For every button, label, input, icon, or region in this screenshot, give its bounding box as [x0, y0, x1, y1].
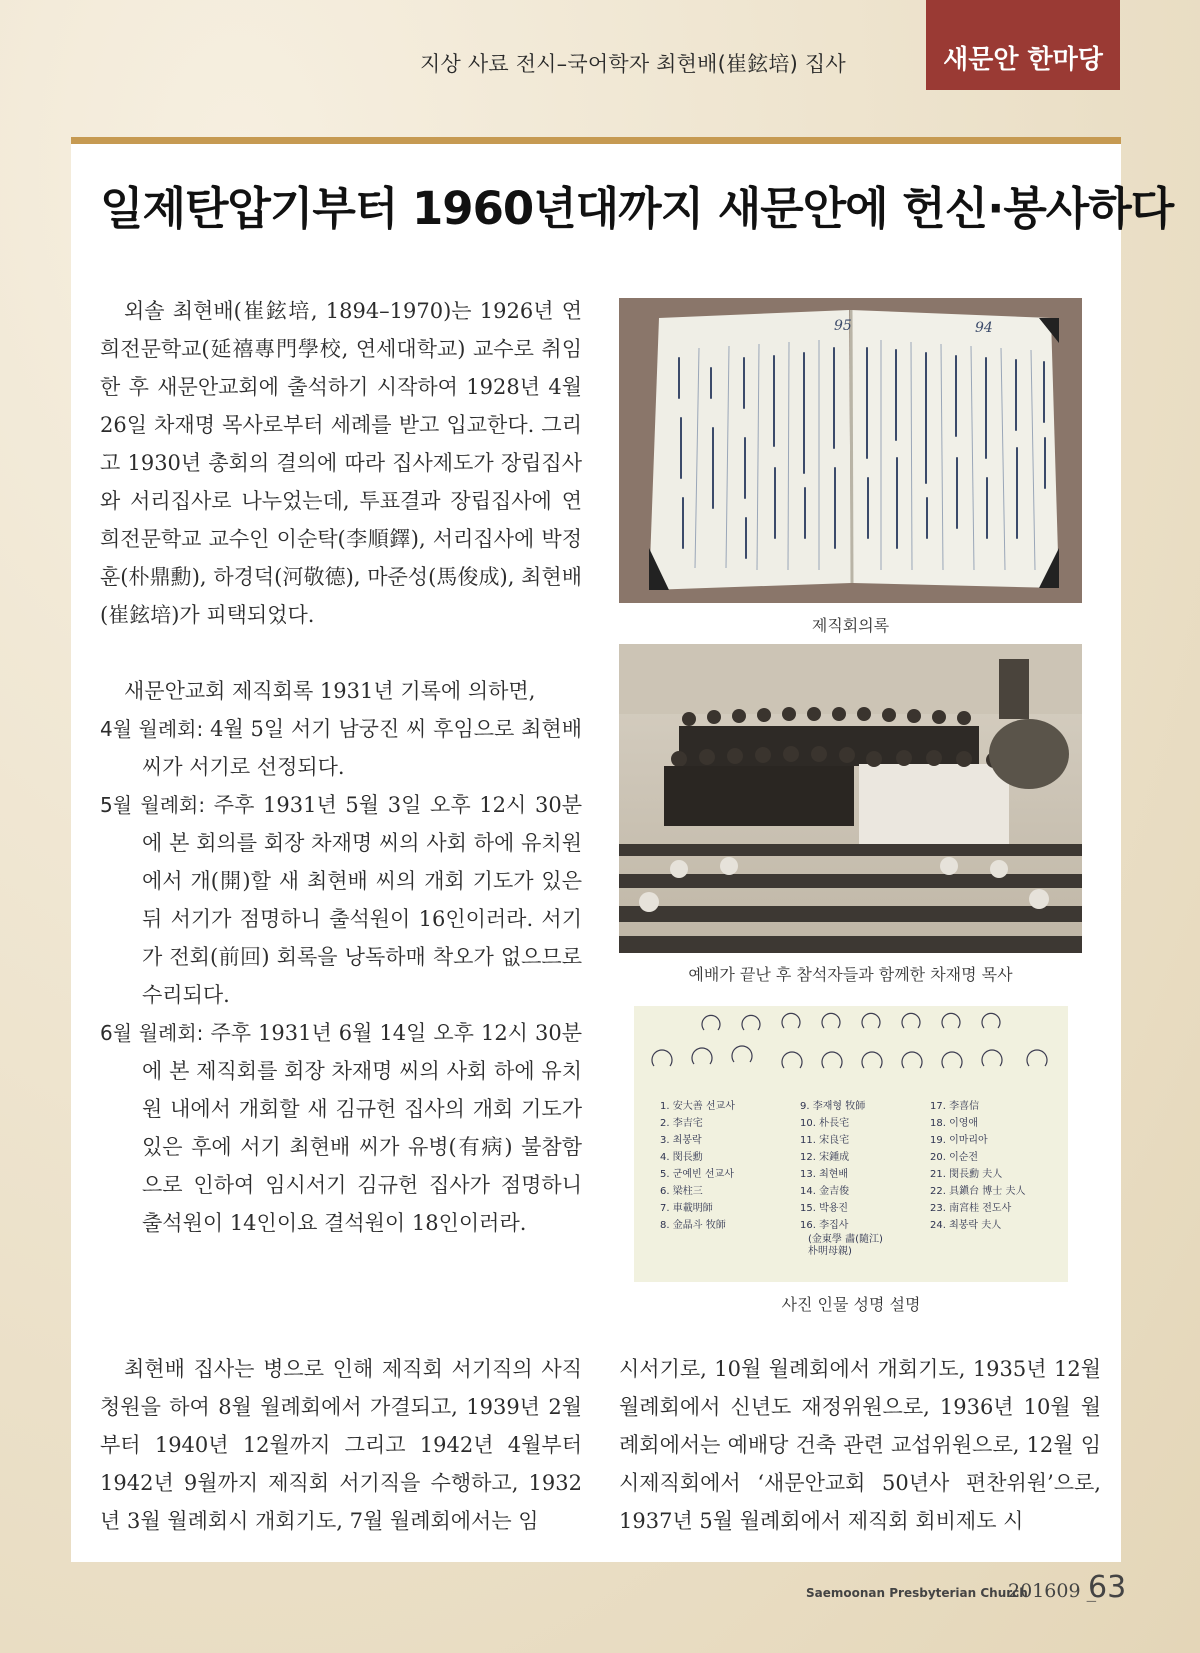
name-key-entry: 2. 李吉宅 [660, 1118, 703, 1129]
group-photo [619, 644, 1082, 953]
section-tab: 새문안 한마당 [926, 0, 1120, 90]
name-key-entry: 22. 具鎭台 博士 夫人 [930, 1186, 1026, 1197]
name-key-col1 [660, 1098, 790, 1234]
group-photo-caption: 예배가 끝난 후 참석자들과 함께한 차재명 목사 [688, 965, 1013, 984]
name-key-entry: 1. 安大善 선교사 [660, 1101, 735, 1112]
name-key-entry: 12. 宋鍾成 [800, 1152, 850, 1163]
name-key-entry: 6. 梁柱三 [660, 1186, 703, 1197]
name-key-entry: 20. 이순전 [930, 1152, 979, 1163]
record-label: 4월 월례회: [100, 717, 204, 741]
minutes-book-photo [619, 298, 1082, 603]
record-label: 5월 월례회: [100, 793, 206, 817]
record-may [100, 786, 582, 1014]
page-number: 63 [1088, 1570, 1127, 1605]
name-key-entry: 8. 金晶斗 牧師 [660, 1220, 726, 1231]
name-key-sketch [634, 1006, 1068, 1282]
name-key-entry: 23. 南宮桂 전도사 [930, 1203, 1012, 1214]
bottom-left-paragraph: 최현배 집사는 병으로 인해 제직회 서기직의 사직청원을 하여 8월 월례회에서 가결되고, 1939년 2월부터 1940년 12월까지 그리고 1942년 4월부터 1942년 9월까지 제직회 서기직을 수행하고, 1932년 3월 월례회시 개회기도, 7월 월례회에서는 임 [100, 1357, 582, 1533]
header-rule [71, 137, 1121, 144]
name-key-entry: 17. 李喜信 [930, 1101, 980, 1112]
record-text: 주후 1931년 6월 14일 오후 12시 30분에 본 제직회를 회장 차재명 씨의 사회 하에 유치원 내에서 개회할 새 김규헌 집사의 개회 기도가 있은 후에 서기 최현배 씨가 유병(有病) 불참함으로 인하여 임시서기 김규헌 집사가 점명하니 출석원이 14인이요 결석원이 18인이러라. [142, 1021, 582, 1235]
minutes-caption: 제직회의록 [811, 616, 890, 635]
name-key-col3 [930, 1098, 1064, 1234]
name-key-entry: 13. 최현배 [800, 1169, 849, 1180]
records-intro: 새문안교회 제직회록 1931년 기록에 의하면, [124, 679, 536, 703]
headline: 일제탄압기부터 1960년대까지 새문안에 헌신·봉사하다 [100, 182, 1174, 235]
bottom-right-column [619, 1350, 1101, 1540]
bottom-right-paragraph: 시서기로, 10월 월례회에서 개회기도, 1935년 12월 월례회에서 신년도 재정위원으로, 1936년 10월 월례회에서는 예배당 건축 관련 교섭위원으로, 12월 임시제직회에서 ‘새문안교회 50년사 편찬위원’으로, 1937년 5월 월례회에서 제직회 회비제도 시 [619, 1357, 1101, 1533]
name-key-entry: 4. 閔長勳 [660, 1152, 703, 1163]
name-key-entry: 3. 최봉락 [660, 1135, 702, 1146]
minutes-page-left: 95 [834, 318, 852, 334]
name-key-entry: 19. 이마리아 [930, 1135, 988, 1146]
record-april [100, 710, 582, 786]
left-column [100, 292, 582, 1242]
name-key-entry: 18. 이영애 [930, 1118, 979, 1129]
name-key-entry: 16. 李집사 [800, 1220, 849, 1231]
record-label: 6월 월례회: [100, 1021, 204, 1045]
name-key-entry: 7. 車載明師 [660, 1203, 713, 1214]
footer-issue: 201609 _ [1008, 1580, 1097, 1602]
footer-church: Saemoonan Presbyterian Church [806, 1586, 1028, 1600]
minutes-page-right: 94 [975, 320, 993, 336]
bottom-left-column [100, 1350, 582, 1540]
record-june [100, 1014, 582, 1242]
name-key-entry: 11. 宋良宅 [800, 1135, 850, 1146]
name-key-entry: (金東學 畵(隨江) [808, 1234, 883, 1245]
name-key-caption: 사진 인물 성명 설명 [781, 1295, 921, 1314]
running-title: 지상 사료 전시–국어학자 최현배(崔鉉培) 집사 [420, 52, 846, 76]
name-key-entry: 9. 李재형 牧師 [800, 1101, 866, 1112]
name-key-entry: 5. 군예빈 선교사 [660, 1169, 734, 1180]
intro-paragraph: 외솔 최현배(崔鉉培, 1894–1970)는 1926년 연희전문학교(延禧專門學校, 연세대학교) 교수로 취임한 후 새문안교회에 출석하기 시작하여 1928년 4월 26일 차재명 목사로부터 세례를 받고 입교한다. 그리고 1930년 총회의 결의에 따라 집사제도가 장립집사와 서리집사로 나누었는데, 투표결과 장립집사에 연희전문학교 교수인 이순탁(李順鐸), 서리집사에 박정훈(朴鼎勳), 하경덕(河敬德), 마준성(馬俊成), 최현배(崔鉉培)가 피택되었다. [100, 299, 582, 627]
name-key-entry: 10. 朴長宅 [800, 1118, 850, 1129]
name-key-entry: 朴明母親) [808, 1246, 852, 1257]
record-text: 주후 1931년 5월 3일 오후 12시 30분에 본 회의를 회장 차재명 씨의 사회 하에 유치원에서 개(開)할 새 최현배 씨의 개회 기도가 있은 뒤 서기가 점명하니 출석원이 16인이러라. 서기가 전회(前回) 회록을 낭독하매 착오가 없으므로 수리되다. [142, 793, 582, 1007]
name-key-col2 [800, 1098, 920, 1258]
name-key-entry: 21. 閔長勳 夫人 [930, 1169, 1003, 1180]
name-key-entry: 15. 박용진 [800, 1203, 849, 1214]
name-key-entry: 14. 金吉俊 [800, 1186, 850, 1197]
record-text: 4월 5일 서기 남궁진 씨 후임으로 최현배 씨가 서기로 선정되다. [142, 717, 582, 779]
name-key-entry: 24. 최봉락 夫人 [930, 1220, 1002, 1231]
